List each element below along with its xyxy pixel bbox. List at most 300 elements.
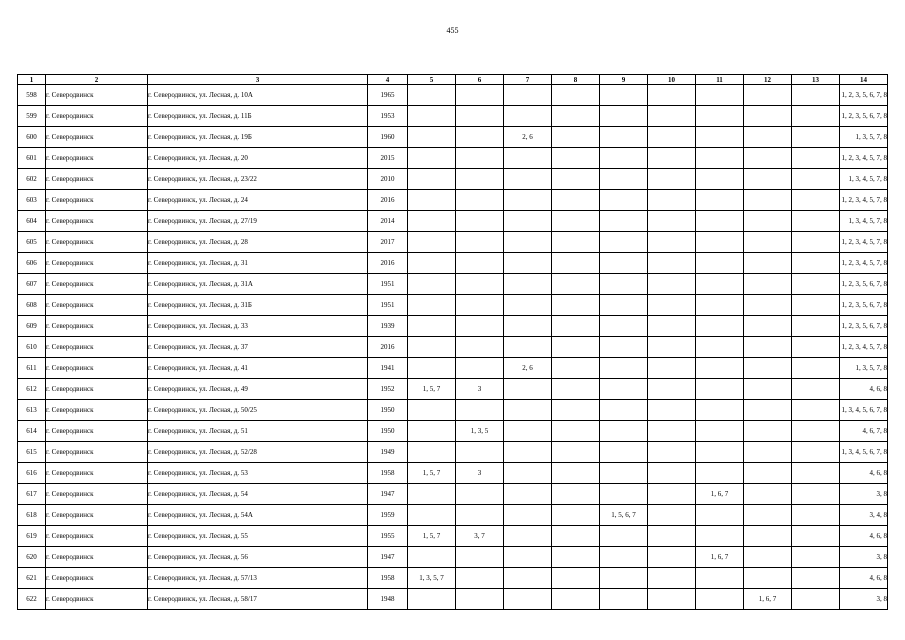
col-10-cell [648, 379, 696, 400]
col-6-cell [456, 484, 504, 505]
col-11-cell [696, 106, 744, 127]
col-14-cell: 1, 2, 3, 4, 5, 7, 8 [840, 337, 888, 358]
col-9-cell [600, 358, 648, 379]
col-6-cell [456, 547, 504, 568]
col-5-cell [408, 421, 456, 442]
city-cell: г. Северодвинск [46, 127, 148, 148]
address-cell: г. Северодвинск, ул. Лесная, д. 31А [148, 274, 368, 295]
address-cell: г. Северодвинск, ул. Лесная, д. 33 [148, 316, 368, 337]
col-10-cell [648, 463, 696, 484]
table-row [18, 106, 888, 127]
col-14-cell: 1, 2, 3, 5, 6, 7, 8 [840, 295, 888, 316]
city-cell: г. Северодвинск [46, 274, 148, 295]
col-9-cell [600, 589, 648, 610]
row-number-cell: 612 [18, 379, 46, 400]
address-cell: г. Северодвинск, ул. Лесная, д. 31Б [148, 295, 368, 316]
col-14-cell: 1, 2, 3, 5, 6, 7, 8 [840, 274, 888, 295]
column-header: 12 [744, 75, 792, 85]
col-8-cell [552, 547, 600, 568]
year-cell: 2014 [368, 211, 408, 232]
table-row [18, 589, 888, 610]
col-11-cell [696, 148, 744, 169]
col-5-cell [408, 295, 456, 316]
col-14-cell: 3, 8 [840, 589, 888, 610]
year-cell: 1959 [368, 505, 408, 526]
col-14-cell: 1, 3, 5, 7, 8 [840, 127, 888, 148]
col-13-cell [792, 85, 840, 106]
table-row [18, 85, 888, 106]
col-11-cell [696, 85, 744, 106]
col-6-cell [456, 358, 504, 379]
row-number-cell: 616 [18, 463, 46, 484]
column-header: 7 [504, 75, 552, 85]
col-7-cell [504, 463, 552, 484]
col-7-cell [504, 547, 552, 568]
address-cell: г. Северодвинск, ул. Лесная, д. 53 [148, 463, 368, 484]
col-10-cell [648, 211, 696, 232]
column-header: 8 [552, 75, 600, 85]
row-number-cell: 621 [18, 568, 46, 589]
col-14-cell: 1, 3, 4, 5, 6, 7, 8 [840, 400, 888, 421]
housing-register-table [17, 74, 888, 610]
col-13-cell [792, 106, 840, 127]
col-8-cell [552, 337, 600, 358]
col-11-cell [696, 379, 744, 400]
col-7-cell: 2, 6 [504, 358, 552, 379]
col-7-cell [504, 568, 552, 589]
col-7-cell [504, 253, 552, 274]
city-cell: г. Северодвинск [46, 505, 148, 526]
col-12-cell [744, 442, 792, 463]
table-row [18, 253, 888, 274]
col-14-cell: 1, 2, 3, 5, 6, 7, 8 [840, 106, 888, 127]
col-9-cell [600, 232, 648, 253]
col-13-cell [792, 358, 840, 379]
col-12-cell [744, 169, 792, 190]
col-12-cell [744, 295, 792, 316]
col-5-cell [408, 274, 456, 295]
table-row [18, 358, 888, 379]
col-14-cell: 4, 6, 8 [840, 463, 888, 484]
col-8-cell [552, 232, 600, 253]
col-13-cell [792, 127, 840, 148]
col-7-cell [504, 190, 552, 211]
city-cell: г. Северодвинск [46, 253, 148, 274]
col-10-cell [648, 337, 696, 358]
row-number-cell: 608 [18, 295, 46, 316]
col-5-cell [408, 505, 456, 526]
col-5-cell [408, 190, 456, 211]
col-11-cell [696, 337, 744, 358]
table-row [18, 337, 888, 358]
col-7-cell [504, 526, 552, 547]
col-14-cell: 1, 2, 3, 5, 6, 7, 8 [840, 85, 888, 106]
year-cell: 1958 [368, 463, 408, 484]
row-number-cell: 614 [18, 421, 46, 442]
col-11-cell [696, 463, 744, 484]
col-6-cell [456, 148, 504, 169]
col-12-cell [744, 421, 792, 442]
col-14-cell: 1, 3, 4, 5, 7, 8 [840, 169, 888, 190]
col-8-cell [552, 526, 600, 547]
col-6-cell: 3 [456, 463, 504, 484]
row-number-cell: 602 [18, 169, 46, 190]
col-14-cell: 1, 2, 3, 4, 5, 7, 8 [840, 253, 888, 274]
year-cell: 1951 [368, 274, 408, 295]
col-7-cell [504, 295, 552, 316]
col-12-cell [744, 127, 792, 148]
col-10-cell [648, 232, 696, 253]
table-row [18, 505, 888, 526]
row-number-cell: 603 [18, 190, 46, 211]
col-11-cell [696, 358, 744, 379]
col-10-cell [648, 316, 696, 337]
col-10-cell [648, 295, 696, 316]
col-10-cell [648, 421, 696, 442]
column-header: 1 [18, 75, 46, 85]
col-7-cell [504, 589, 552, 610]
year-cell: 1941 [368, 358, 408, 379]
col-8-cell [552, 106, 600, 127]
city-cell: г. Северодвинск [46, 358, 148, 379]
col-8-cell [552, 85, 600, 106]
address-cell: г. Северодвинск, ул. Лесная, д. 57/13 [148, 568, 368, 589]
col-12-cell [744, 148, 792, 169]
col-7-cell [504, 106, 552, 127]
col-11-cell [696, 232, 744, 253]
col-9-cell: 1, 5, 6, 7 [600, 505, 648, 526]
col-8-cell [552, 589, 600, 610]
address-cell: г. Северодвинск, ул. Лесная, д. 19Б [148, 127, 368, 148]
table-row [18, 127, 888, 148]
col-13-cell [792, 148, 840, 169]
col-8-cell [552, 253, 600, 274]
col-11-cell [696, 526, 744, 547]
col-9-cell [600, 85, 648, 106]
address-cell: г. Северодвинск, ул. Лесная, д. 56 [148, 547, 368, 568]
address-cell: г. Северодвинск, ул. Лесная, д. 54А [148, 505, 368, 526]
col-7-cell [504, 400, 552, 421]
col-8-cell [552, 442, 600, 463]
column-header: 14 [840, 75, 888, 85]
col-12-cell [744, 190, 792, 211]
city-cell: г. Северодвинск [46, 547, 148, 568]
col-9-cell [600, 442, 648, 463]
col-11-cell [696, 442, 744, 463]
col-13-cell [792, 337, 840, 358]
col-13-cell [792, 379, 840, 400]
col-14-cell: 1, 3, 4, 5, 6, 7, 8 [840, 442, 888, 463]
col-9-cell [600, 106, 648, 127]
col-13-cell [792, 232, 840, 253]
table-row [18, 295, 888, 316]
col-13-cell [792, 505, 840, 526]
row-number-cell: 605 [18, 232, 46, 253]
col-11-cell [696, 169, 744, 190]
column-header: 10 [648, 75, 696, 85]
col-10-cell [648, 442, 696, 463]
col-10-cell [648, 106, 696, 127]
city-cell: г. Северодвинск [46, 316, 148, 337]
col-8-cell [552, 463, 600, 484]
col-7-cell [504, 85, 552, 106]
col-5-cell [408, 484, 456, 505]
col-10-cell [648, 148, 696, 169]
col-9-cell [600, 379, 648, 400]
col-7-cell [504, 316, 552, 337]
table-row [18, 274, 888, 295]
col-14-cell: 1, 2, 3, 4, 5, 7, 8 [840, 190, 888, 211]
address-cell: г. Северодвинск, ул. Лесная, д. 54 [148, 484, 368, 505]
col-10-cell [648, 484, 696, 505]
col-8-cell [552, 568, 600, 589]
table-row [18, 442, 888, 463]
address-cell: г. Северодвинск, ул. Лесная, д. 51 [148, 421, 368, 442]
row-number-cell: 604 [18, 211, 46, 232]
col-13-cell [792, 442, 840, 463]
col-12-cell [744, 274, 792, 295]
col-9-cell [600, 337, 648, 358]
col-13-cell [792, 421, 840, 442]
col-12-cell [744, 379, 792, 400]
col-8-cell [552, 211, 600, 232]
col-12-cell [744, 505, 792, 526]
col-7-cell: 2, 6 [504, 127, 552, 148]
col-13-cell [792, 211, 840, 232]
col-6-cell [456, 274, 504, 295]
col-13-cell [792, 568, 840, 589]
col-9-cell [600, 463, 648, 484]
city-cell: г. Северодвинск [46, 589, 148, 610]
col-5-cell [408, 358, 456, 379]
col-10-cell [648, 358, 696, 379]
col-11-cell [696, 505, 744, 526]
col-6-cell [456, 442, 504, 463]
col-8-cell [552, 316, 600, 337]
row-number-cell: 611 [18, 358, 46, 379]
year-cell: 2015 [368, 148, 408, 169]
col-10-cell [648, 127, 696, 148]
col-7-cell [504, 337, 552, 358]
col-10-cell [648, 274, 696, 295]
col-11-cell [696, 127, 744, 148]
col-14-cell: 4, 6, 8 [840, 568, 888, 589]
col-8-cell [552, 484, 600, 505]
col-5-cell [408, 547, 456, 568]
col-10-cell [648, 547, 696, 568]
col-5-cell: 1, 5, 7 [408, 526, 456, 547]
col-11-cell [696, 190, 744, 211]
address-cell: г. Северодвинск, ул. Лесная, д. 11Б [148, 106, 368, 127]
column-header: 4 [368, 75, 408, 85]
city-cell: г. Северодвинск [46, 169, 148, 190]
col-6-cell [456, 85, 504, 106]
col-11-cell [696, 253, 744, 274]
city-cell: г. Северодвинск [46, 106, 148, 127]
col-6-cell [456, 568, 504, 589]
col-12-cell [744, 358, 792, 379]
year-cell: 1949 [368, 442, 408, 463]
city-cell: г. Северодвинск [46, 463, 148, 484]
table-row [18, 316, 888, 337]
city-cell: г. Северодвинск [46, 190, 148, 211]
col-10-cell [648, 85, 696, 106]
column-number-row [18, 75, 888, 85]
col-14-cell: 4, 6, 7, 8 [840, 421, 888, 442]
col-10-cell [648, 505, 696, 526]
col-7-cell [504, 505, 552, 526]
col-6-cell [456, 400, 504, 421]
city-cell: г. Северодвинск [46, 337, 148, 358]
col-9-cell [600, 274, 648, 295]
col-10-cell [648, 169, 696, 190]
col-6-cell [456, 316, 504, 337]
year-cell: 1947 [368, 547, 408, 568]
year-cell: 2016 [368, 190, 408, 211]
col-8-cell [552, 379, 600, 400]
col-8-cell [552, 505, 600, 526]
col-14-cell: 1, 2, 3, 4, 5, 7, 8 [840, 232, 888, 253]
year-cell: 1952 [368, 379, 408, 400]
year-cell: 1955 [368, 526, 408, 547]
col-10-cell [648, 568, 696, 589]
col-6-cell [456, 190, 504, 211]
col-11-cell [696, 316, 744, 337]
address-cell: г. Северодвинск, ул. Лесная, д. 31 [148, 253, 368, 274]
col-9-cell [600, 127, 648, 148]
row-number-cell: 609 [18, 316, 46, 337]
row-number-cell: 622 [18, 589, 46, 610]
year-cell: 2016 [368, 337, 408, 358]
city-cell: г. Северодвинск [46, 526, 148, 547]
col-9-cell [600, 169, 648, 190]
col-10-cell [648, 526, 696, 547]
table-row [18, 232, 888, 253]
col-5-cell [408, 169, 456, 190]
col-11-cell [696, 589, 744, 610]
address-cell: г. Северодвинск, ул. Лесная, д. 58/17 [148, 589, 368, 610]
col-9-cell [600, 211, 648, 232]
year-cell: 1939 [368, 316, 408, 337]
table-body [18, 85, 888, 610]
year-cell: 1953 [368, 106, 408, 127]
col-13-cell [792, 547, 840, 568]
col-8-cell [552, 169, 600, 190]
year-cell: 1958 [368, 568, 408, 589]
col-13-cell [792, 484, 840, 505]
col-9-cell [600, 316, 648, 337]
column-header: 5 [408, 75, 456, 85]
table-row [18, 211, 888, 232]
col-13-cell [792, 274, 840, 295]
col-5-cell: 1, 5, 7 [408, 463, 456, 484]
city-cell: г. Северодвинск [46, 295, 148, 316]
table-row [18, 148, 888, 169]
col-5-cell [408, 253, 456, 274]
col-12-cell [744, 211, 792, 232]
col-11-cell [696, 295, 744, 316]
col-6-cell [456, 232, 504, 253]
col-8-cell [552, 400, 600, 421]
col-8-cell [552, 358, 600, 379]
col-5-cell: 1, 5, 7 [408, 379, 456, 400]
col-8-cell [552, 274, 600, 295]
col-13-cell [792, 190, 840, 211]
row-number-cell: 617 [18, 484, 46, 505]
col-10-cell [648, 589, 696, 610]
table-row [18, 547, 888, 568]
address-cell: г. Северодвинск, ул. Лесная, д. 49 [148, 379, 368, 400]
address-cell: г. Северодвинск, ул. Лесная, д. 28 [148, 232, 368, 253]
col-12-cell [744, 337, 792, 358]
col-8-cell [552, 190, 600, 211]
col-14-cell: 3, 8 [840, 547, 888, 568]
col-11-cell: 1, 6, 7 [696, 547, 744, 568]
col-12-cell [744, 316, 792, 337]
city-cell: г. Северодвинск [46, 232, 148, 253]
col-12-cell [744, 568, 792, 589]
city-cell: г. Северодвинск [46, 484, 148, 505]
col-9-cell [600, 421, 648, 442]
row-number-cell: 607 [18, 274, 46, 295]
row-number-cell: 615 [18, 442, 46, 463]
table-row [18, 568, 888, 589]
city-cell: г. Северодвинск [46, 148, 148, 169]
col-13-cell [792, 463, 840, 484]
col-6-cell [456, 295, 504, 316]
table-row [18, 421, 888, 442]
col-14-cell: 4, 6, 8 [840, 526, 888, 547]
address-cell: г. Северодвинск, ул. Лесная, д. 10А [148, 85, 368, 106]
row-number-cell: 613 [18, 400, 46, 421]
row-number-cell: 620 [18, 547, 46, 568]
col-5-cell [408, 589, 456, 610]
col-6-cell [456, 211, 504, 232]
year-cell: 1947 [368, 484, 408, 505]
col-5-cell [408, 400, 456, 421]
col-13-cell [792, 316, 840, 337]
col-6-cell [456, 106, 504, 127]
col-10-cell [648, 190, 696, 211]
col-9-cell [600, 568, 648, 589]
col-7-cell [504, 421, 552, 442]
city-cell: г. Северодвинск [46, 442, 148, 463]
col-9-cell [600, 295, 648, 316]
year-cell: 1950 [368, 421, 408, 442]
col-14-cell: 1, 2, 3, 4, 5, 7, 8 [840, 148, 888, 169]
col-7-cell [504, 379, 552, 400]
col-12-cell [744, 400, 792, 421]
col-6-cell [456, 337, 504, 358]
col-7-cell [504, 148, 552, 169]
col-12-cell [744, 547, 792, 568]
column-header: 11 [696, 75, 744, 85]
year-cell: 2017 [368, 232, 408, 253]
row-number-cell: 600 [18, 127, 46, 148]
address-cell: г. Северодвинск, ул. Лесная, д. 41 [148, 358, 368, 379]
col-7-cell [504, 169, 552, 190]
col-9-cell [600, 253, 648, 274]
col-13-cell [792, 169, 840, 190]
col-7-cell [504, 274, 552, 295]
column-header: 3 [148, 75, 368, 85]
col-6-cell [456, 505, 504, 526]
city-cell: г. Северодвинск [46, 568, 148, 589]
table-row [18, 190, 888, 211]
col-5-cell [408, 127, 456, 148]
col-11-cell [696, 568, 744, 589]
col-6-cell [456, 169, 504, 190]
